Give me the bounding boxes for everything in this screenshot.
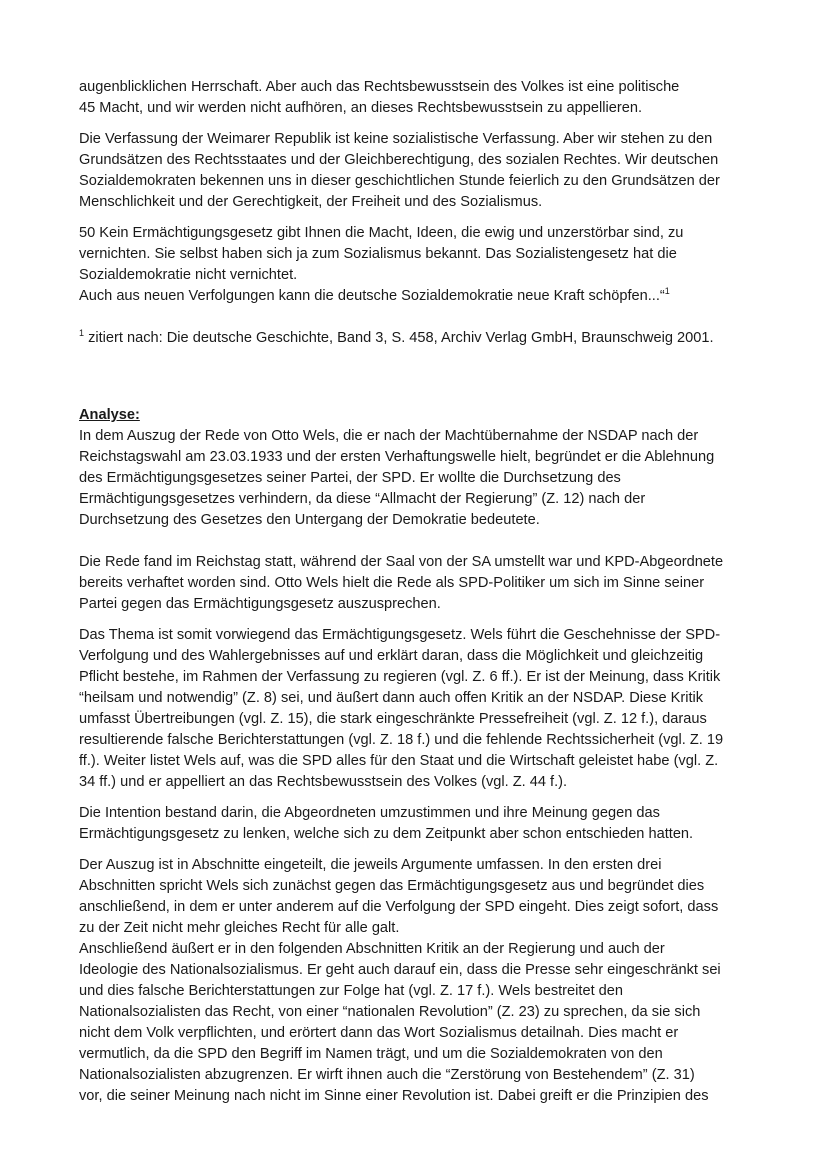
- text-line: resultierende falsche Berichterstattungen (vgl. Z. 18 f.) und die fehlende Rechtssicherheit (vgl. Z. 19: [79, 732, 724, 748]
- text-line: Sozialdemokraten bekennen uns in dieser geschichtlichen Stunde feierlich zu den Grundsätzen der: [79, 173, 720, 189]
- text-line: 45 Macht, und wir werden nicht aufhören, an dieses Rechtsbewusstsein zu appellieren.: [79, 100, 642, 116]
- quote-last-line: Auch aus neuen Verfolgungen kann die deutsche Sozialdemokratie neue Kraft schöpfen...“: [79, 288, 665, 304]
- text-line: Sozialdemokratie nicht vernichtet.: [79, 267, 298, 283]
- text-line: Die Intention bestand darin, die Abgeordneten umzustimmen und ihre Meinung gegen das: [79, 805, 660, 821]
- quote-paragraph-1: [79, 77, 759, 119]
- text-line: vor, die seiner Meinung nach nicht im Sinne einer Revolution ist. Dabei greift er die Prinzipien des: [79, 1088, 709, 1104]
- text-line: augenblicklichen Herrschaft. Aber auch das Rechtsbewusstsein des Volkes ist eine politische: [79, 79, 680, 95]
- text-line: Ideologie des Nationalsozialismus. Er geht auch darauf ein, dass die Presse sehr eingeschränkt sei: [79, 962, 721, 978]
- text-line: Die Verfassung der Weimarer Republik ist keine sozialistische Verfassung. Aber wir stehen zu den: [79, 131, 713, 147]
- text-line: Abschnitten spricht Wels sich zunächst gegen das Ermächtigungsgesetz aus und begründet dies: [79, 878, 705, 894]
- analysis-paragraph-5: [79, 855, 759, 1107]
- text-line: vermutlich, da die SPD den Begriff im Namen trägt, und um die Sozialdemokraten von den: [79, 1046, 663, 1062]
- analysis-paragraph-2: [79, 552, 759, 615]
- analysis-heading: Analyse:: [79, 407, 140, 423]
- text-line: zu der Zeit nicht mehr gleiches Recht für alle galt.: [79, 920, 400, 936]
- text-line: [79, 286, 759, 307]
- text-line: 34 ff.) und er appelliert an das Rechtsbewusstsein des Volkes (vgl. Z. 44 f.).: [79, 774, 568, 790]
- text-line: In dem Auszug der Rede von Otto Wels, die er nach der Machtübernahme der NSDAP nach der: [79, 428, 699, 444]
- text-line: bereits verhaftet worden sind. Otto Wels hielt die Rede als SPD-Politiker um sich im Sinne seiner: [79, 575, 705, 591]
- text-line: Reichstagswahl am 23.03.1933 und der ersten Verhaftungswelle hielt, begründet er die Ablehnung: [79, 449, 715, 465]
- text-line: Ermächtigungsgesetzes verhindern, da diese “Allmacht der Regierung” (Z. 12) nach der: [79, 491, 646, 507]
- text-line: 50 Kein Ermächtigungsgesetz gibt Ihnen die Macht, Ideen, die ewig und unzerstörbar sind, zu: [79, 225, 684, 241]
- text-line: Nationalsozialisten das Recht, von einer “nationalen Revolution” (Z. 23) zu sprechen, da sie sich: [79, 1004, 701, 1020]
- text-line: Anschließend äußert er in den folgenden Abschnitten Kritik an der Regierung und auch der: [79, 941, 665, 957]
- footnote-marker: 1: [79, 328, 85, 339]
- text-line: umfasst Übertreibungen (vgl. Z. 15), die stark eingeschränkte Pressefreiheit (vgl. Z. 12 f.), daraus: [79, 711, 707, 727]
- quote-paragraph-2: [79, 129, 759, 213]
- text-line: Grundsätzen des Rechtsstaates und der Gleichberechtigung, des sozialen Rechtes. Wir deutschen: [79, 152, 719, 168]
- analysis-paragraph-1: [79, 426, 759, 531]
- text-line: Menschlichkeit und der Gerechtigkeit, der Freiheit und des Sozialismus.: [79, 194, 543, 210]
- analysis-paragraph-3: [79, 625, 759, 793]
- text-line: “heilsam und notwendig” (Z. 8) sei, und äußert dann auch offen Kritik an der NSDAP. Diese Kritik: [79, 690, 704, 706]
- footnote-text: zitiert nach: Die deutsche Geschichte, Band 3, S. 458, Archiv Verlag GmbH, Braunschweig 2001.: [84, 330, 714, 346]
- quote-paragraph-3: [79, 223, 759, 307]
- document-page: [79, 77, 759, 1107]
- text-line: ff.). Weiter listet Wels auf, was die SPD alles für den Staat und die Wirtschaft geleistet habe (vgl. Z.: [79, 753, 719, 769]
- text-line: anschließend, in dem er unter anderem auf die Verfolgung der SPD eingeht. Dies zeigt sofort, dass: [79, 899, 719, 915]
- text-line: Die Rede fand im Reichstag statt, während der Saal von der SA umstellt war und KPD-Abgeordnete: [79, 554, 724, 570]
- text-line: Ermächtigungsgesetz zu lenken, welche sich zu dem Zeitpunkt aber schon entschieden hatten.: [79, 826, 694, 842]
- text-line: des Ermächtigungsgesetzes seiner Partei, der SPD. Er wollte die Durchsetzung des: [79, 470, 621, 486]
- footnote-reference: 1: [664, 286, 670, 297]
- text-line: und dies falsche Berichterstattungen zur Folge hat (vgl. Z. 17 f.). Wels bestreitet den: [79, 983, 624, 999]
- analysis-paragraph-4: [79, 803, 759, 845]
- text-line: nicht dem Volk verpflichten, und erörtert dann das Wort Sozialismus detailnah. Dies macht er: [79, 1025, 679, 1041]
- footnote: [79, 328, 759, 349]
- text-line: Pflicht bestehe, im Rahmen der Verfassung zu regieren (vgl. Z. 6 ff.). Er ist der Meinung, dass Kritik: [79, 669, 721, 685]
- text-line: Der Auszug ist in Abschnitte eingeteilt, die jeweils Argumente umfassen. In den ersten drei: [79, 857, 662, 873]
- text-line: Partei gegen das Ermächtigungsgesetz auszusprechen.: [79, 596, 441, 612]
- text-line: Durchsetzung des Gesetzes den Untergang der Demokratie bedeutete.: [79, 512, 540, 528]
- text-line: Nationalsozialisten abzugrenzen. Er wirft ihnen auch die “Zerstörung von Bestehendem” (Z. 31): [79, 1067, 695, 1083]
- text-line: vernichten. Sie selbst haben sich ja zum Sozialismus bekannt. Das Sozialistengesetz hat die: [79, 246, 677, 262]
- text-line: Verfolgung und des Wahlergebnisses auf und erklärt daran, dass die Möglichkeit und gleichzeitig: [79, 648, 704, 664]
- text-line: Das Thema ist somit vorwiegend das Ermächtigungsgesetz. Wels führt die Geschehnisse der SPD-: [79, 627, 721, 643]
